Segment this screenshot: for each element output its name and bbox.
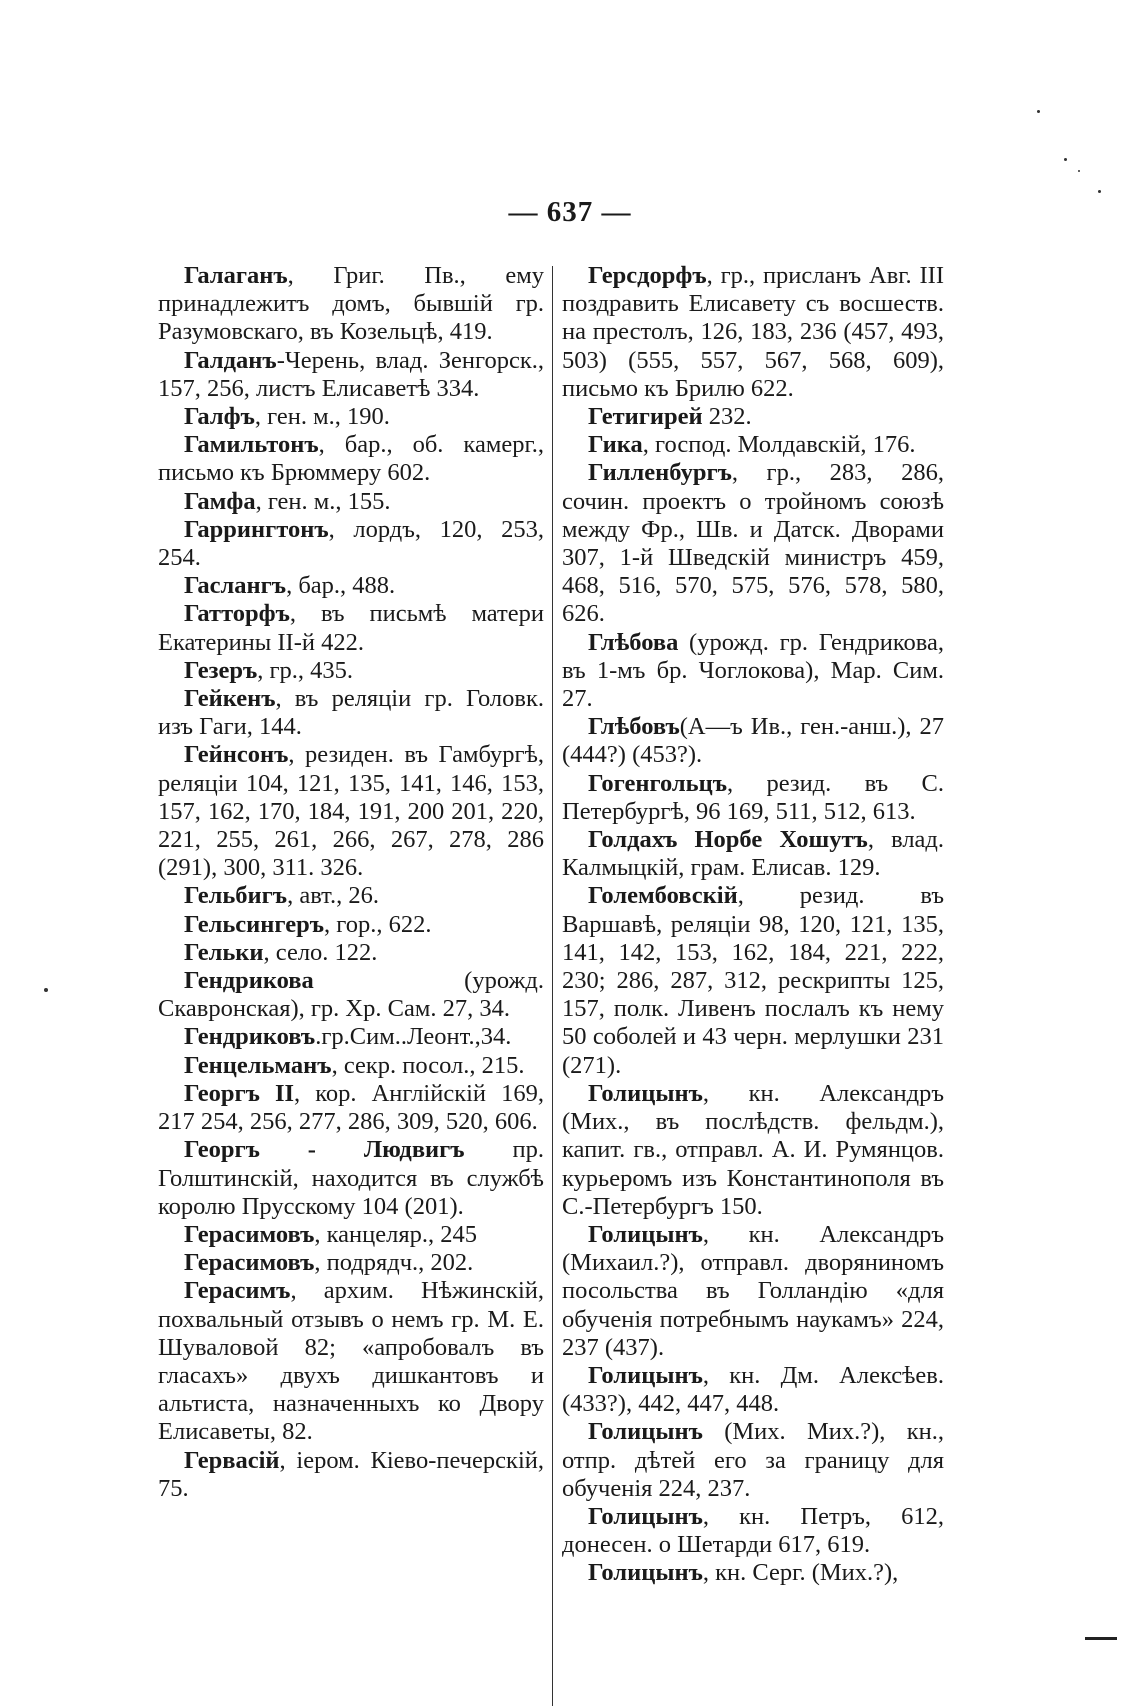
entry-text: , лордъ, 120, 253, 254. [158, 515, 544, 572]
entry-text: , село. 122. [263, 938, 378, 966]
entry-headword: Герасимъ [184, 1277, 291, 1305]
index-entry [158, 882, 544, 910]
scan-speck [1064, 158, 1067, 161]
index-entry [158, 347, 544, 403]
entry-text: , канцеляр., 245 [314, 1220, 477, 1248]
index-entry [158, 1080, 544, 1136]
entry-text: , кн. Серг. (Мих.?), [702, 1559, 899, 1587]
column-divider [552, 266, 553, 1706]
entry-headword: Гатторфъ [184, 600, 290, 628]
index-entry [158, 262, 544, 347]
index-entry [158, 1136, 544, 1221]
entry-headword: Гетигирей [588, 403, 703, 431]
entry-text: , резиден. въ Гамбургѣ, реляціи 104, 121, 135, 141, 146, 153, 157, 162, 170, 184, 191, 200 201, 220, 221, 255, 261, 266, 267, 278, 286 (291), 300, 311. 326. [158, 741, 544, 882]
scan-speck [44, 988, 48, 992]
index-entry [158, 488, 544, 516]
entry-text: (урожд. гр. Гендрикова, въ 1-мъ бр. Чоглокова), Мар. Сим. 27. [562, 628, 944, 713]
index-entry [158, 431, 544, 487]
entry-headword: Гаррингтонъ [184, 515, 329, 543]
entry-text: пр. Голштинскій, находится въ службѣ королю Прусскому 104 (201). [158, 1136, 544, 1220]
entry-text: , гр., 435. [257, 656, 354, 684]
right-column [562, 262, 944, 1588]
entry-headword: Голицынъ [588, 1220, 703, 1248]
entry-headword: Герасимовъ [184, 1249, 315, 1277]
index-entry [562, 1503, 944, 1559]
entry-headword: Гейкенъ [184, 685, 276, 713]
index-entry [562, 770, 944, 826]
entry-text: , бар., 488. [286, 572, 396, 600]
entry-headword: Голдахъ Норбе Хошутъ [588, 826, 868, 854]
entry-text: , Григ. Пв., ему принадлежитъ домъ, бывшій гр. Разумовскаго, въ Козельцѣ, 419. [158, 262, 544, 346]
entry-text: , кор. Англійскій 169, 217 254, 256, 277, 286, 309, 520, 606. [158, 1079, 544, 1136]
entry-text: -Черень, влад. Зенгорск., 157, 256, листъ Елисаветѣ 334. [158, 346, 544, 402]
entry-headword: Голицынъ [588, 1079, 703, 1107]
index-entry [158, 1447, 544, 1503]
entry-headword: Голицынъ [588, 1418, 703, 1446]
entry-headword: Гезеръ [184, 656, 258, 684]
entry-text: , кн. Александръ (Мих., въ послѣдств. фельдм.), капит. гв., отправл. А. И. Румянцов. курьеромъ изъ Константинополя въ С.-Петербургъ 150. [562, 1079, 944, 1220]
entry-headword: Георгъ II [184, 1079, 295, 1107]
index-entry [562, 459, 944, 628]
entry-text: , ген. м., 155. [255, 487, 391, 515]
entry-headword: Георгъ - Людвигъ [184, 1136, 465, 1164]
index-entry [562, 403, 944, 431]
entry-headword: Гендрикова [184, 967, 314, 995]
entry-headword: Голицынъ [588, 1559, 703, 1587]
index-entry [158, 911, 544, 939]
entry-headword: Гейнсонъ [184, 741, 289, 769]
entry-headword: Герасимовъ [184, 1220, 315, 1248]
entry-headword: Глѣбовъ [588, 713, 680, 741]
entry-headword: Гамфа [184, 487, 256, 515]
index-entry [562, 1080, 944, 1221]
page-number: — 637 — [508, 196, 632, 228]
entry-text: , ген. м., 190. [254, 403, 390, 431]
entry-text: , кн. Александръ (Михаил.?), отправл. дворяниномъ посольства въ Голландію «для обученія потребнымъ наукамъ» 224, 237 (437). [562, 1220, 944, 1361]
index-entry [562, 713, 944, 769]
entry-headword: Голицынъ [588, 1502, 703, 1530]
index-entry [158, 516, 544, 572]
entry-headword: Гаслангъ [184, 572, 287, 600]
index-entry [158, 967, 544, 1023]
entry-text: , бар., об. камерг., письмо къ Брюммеру 602. [158, 431, 544, 487]
entry-headword: Голицынъ [588, 1361, 703, 1389]
left-column [158, 262, 544, 1503]
index-entry [158, 1221, 544, 1249]
index-entry [562, 1362, 944, 1418]
entry-headword: Гельки [184, 938, 264, 966]
entry-headword: Гилленбургъ [588, 459, 732, 487]
entry-text: .гр.Сим..Леонт.,34. [315, 1023, 512, 1051]
index-entry [562, 431, 944, 459]
entry-headword: Глѣбова [588, 628, 679, 656]
entry-text: , гр., 283, 286, сочин. проектъ о тройномъ союзѣ между Фр., Шв. и Датск. Дворами 307, 1-й Шведскій министръ 459, 468, 516, 570, 575, 576, 578, 580, 626. [562, 459, 944, 628]
index-entry [562, 882, 944, 1079]
entry-text: , господ. Молдавскій, 176. [642, 431, 916, 459]
index-entry [158, 1277, 544, 1446]
entry-text: (урожд. Скавронская), гр. Хр. Сам. 27, 34. [158, 967, 544, 1023]
entry-text: , резид. въ С. Петербургѣ, 96 169, 511, 512, 613. [562, 769, 944, 825]
index-entry [158, 685, 544, 741]
entry-headword: Гендриковъ [184, 1023, 316, 1051]
entry-headword: Генцельманъ [184, 1051, 332, 1079]
entry-text: , подрядч., 202. [314, 1249, 474, 1277]
entry-text: , въ письмѣ матери Екатерины II-й 422. [158, 600, 544, 656]
entry-text: 232. [702, 403, 752, 431]
index-entry [158, 600, 544, 656]
entry-text: , кн. Дм. Алексѣев. (433?), 442, 447, 448. [562, 1361, 944, 1418]
index-entry [562, 1221, 944, 1362]
entry-headword: Гамильтонъ [184, 431, 319, 459]
index-entry [562, 1559, 944, 1587]
entry-text: (А—ъ Ив., ген.-анш.), 27 (444?) (453?). [562, 713, 944, 769]
entry-headword: Голембовскій [588, 882, 738, 910]
entry-text: , авт., 26. [287, 882, 380, 910]
entry-text: , гор., 622. [324, 910, 432, 938]
entry-headword: Гельбигъ [184, 882, 288, 910]
entry-headword: Галфъ [184, 403, 255, 431]
scan-speck [1078, 170, 1080, 172]
entry-text: , резид. въ Варшавѣ, реляціи 98, 120, 121, 135, 141, 142, 153, 162, 184, 221, 222, 230; 286, 287, 312, рескрипты 125, 157, полк. Ливенъ послалъ къ нему 50 соболей и 43 черн. мерлушки 231 (271). [562, 882, 944, 1079]
entry-headword: Галаганъ [184, 262, 288, 289]
entry-text: , іером. Кіево-печерскій, 75. [158, 1446, 544, 1502]
entry-headword: Гервасій [184, 1446, 280, 1474]
index-entry [158, 1052, 544, 1080]
entry-headword: Гельсингеръ [184, 910, 324, 938]
index-entry [158, 939, 544, 967]
index-entry [158, 1249, 544, 1277]
entry-headword: Гика [588, 431, 643, 459]
index-entry [562, 826, 944, 882]
entry-text: , секр. посол., 215. [331, 1051, 525, 1079]
edge-mark [1085, 1637, 1117, 1640]
scan-speck [1098, 190, 1101, 193]
index-entry [158, 403, 544, 431]
entry-headword: Галданъ [184, 346, 277, 374]
entry-text: , гр., присланъ Авг. III поздравить Елисавету съ восшеств. на престолъ, 126, 183, 236 (457, 493, 503) (555, 557, 567, 568, 609), письмо къ Брилю 622. [562, 262, 944, 402]
index-entry [158, 572, 544, 600]
index-entry [158, 657, 544, 685]
entry-headword: Гогенгольцъ [588, 769, 728, 797]
scan-speck [1037, 110, 1040, 113]
entry-text: , кн. Петръ, 612, донесен. о Шетарди 617, 619. [562, 1502, 944, 1559]
entry-text: , влад. Калмыцкій, грам. Елисав. 129. [562, 826, 945, 882]
entry-headword: Герсдорфъ [588, 262, 707, 289]
entry-text: (Мих. Мих.?), кн., отпр. дѣтей его за границу для обученія 224, 237. [562, 1418, 944, 1502]
index-entry [562, 629, 944, 714]
index-entry [562, 262, 944, 403]
index-entry [562, 1418, 944, 1503]
index-entry [158, 1023, 544, 1051]
entry-text: , въ реляціи гр. Головк. изъ Гаги, 144. [158, 685, 544, 741]
index-entry [158, 741, 544, 882]
entry-text: , архим. Нѣжинскій, похвальный отзывъ о немъ гр. М. Е. Шуваловой 82; «апробовалъ въ гласахъ» двухъ дишкантовъ и альтиста, назначенныхъ ко Двору Елисаветы, 82. [158, 1277, 544, 1446]
